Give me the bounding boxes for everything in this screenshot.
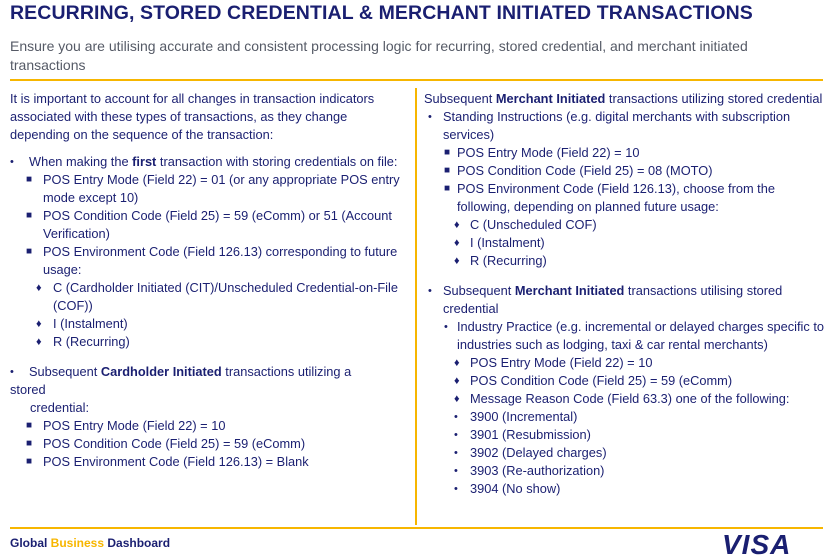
list-item-text: POS Environment Code (Field 126.13) = Blank (43, 454, 309, 469)
intro-text: It is important to account for all changes in transaction indicators associated with these types of transactions, as they change depending on the sequence of the transaction: (10, 91, 375, 142)
list-item (424, 234, 826, 252)
diamond-bullet-icon: ♦ (36, 282, 42, 294)
cit-cont-credential: credential: (30, 400, 90, 415)
list-item-text: 3903 (Re-authorization) (470, 463, 605, 478)
list-item-text: Industry Practice (e.g. incremental or delayed charges specific to industries such as lodging, taxi & car rental merchants) (457, 319, 825, 352)
list-item (424, 180, 826, 216)
mit-industry-section-bullet (424, 282, 826, 318)
bullet-icon: • (10, 156, 14, 168)
square-bullet-icon: ■ (444, 183, 451, 194)
square-bullet-icon: ■ (26, 456, 33, 467)
square-bullet-icon: ■ (26, 174, 33, 185)
list-item (10, 279, 408, 315)
list-item (424, 354, 826, 372)
list-item-text: 3904 (No show) (470, 481, 561, 496)
diamond-bullet-icon: ♦ (454, 237, 460, 249)
list-item-text: POS Condition Code (Field 25) = 59 (eComm) or 51 (Account Verification) (43, 208, 392, 241)
cit-cont-stored: stored (10, 382, 46, 397)
list-item (424, 390, 826, 408)
list-item-text: POS Entry Mode (Field 22) = 10 (43, 418, 226, 433)
first-bold: first (132, 154, 157, 169)
list-item (10, 207, 408, 243)
list-item-text: Standing Instructions (e.g. digital merchants with subscription services) (443, 109, 791, 142)
square-bullet-icon: ■ (26, 438, 33, 449)
bullet-icon: • (428, 111, 432, 123)
first-post: transaction with storing credentials on file: (156, 154, 398, 169)
square-bullet-icon: ■ (444, 147, 451, 158)
list-item (10, 171, 408, 207)
list-item-text: POS Entry Mode (Field 22) = 10 (457, 145, 640, 160)
list-item (424, 252, 826, 270)
bullet-icon: • (454, 465, 458, 477)
standing-instructions-bullet (424, 108, 826, 144)
bullet-icon: • (454, 429, 458, 441)
first-transaction-bullet (10, 153, 408, 171)
bullet-icon: • (444, 321, 448, 333)
list-item (424, 162, 826, 180)
top-divider-rule (10, 79, 823, 81)
page-title: RECURRING, STORED CREDENTIAL & MERCHANT INITIATED TRANSACTIONS (10, 2, 753, 24)
bullet-icon: • (454, 411, 458, 423)
diamond-bullet-icon: ♦ (36, 336, 42, 348)
mit-section-heading (424, 90, 826, 108)
bottom-divider-rule (10, 527, 823, 529)
mit2-bold: Merchant Initiated (514, 283, 625, 298)
list-item-text: R (Recurring) (470, 253, 547, 268)
list-item-text: POS Condition Code (Field 25) = 08 (MOTO) (457, 163, 713, 178)
square-bullet-icon: ■ (26, 210, 33, 221)
bullet-icon: • (428, 285, 432, 297)
square-bullet-icon: ■ (26, 246, 33, 257)
left-column (10, 90, 408, 471)
subsequent-cit-bullet (10, 363, 408, 381)
footer-part-b: Business (50, 536, 105, 550)
list-item-text: 3902 (Delayed charges) (470, 445, 607, 460)
list-item (10, 417, 408, 435)
bullet-icon: • (454, 447, 458, 459)
cit-pre: Subsequent (29, 364, 101, 379)
list-item (424, 444, 826, 462)
footer-label (10, 536, 170, 550)
diamond-bullet-icon: ♦ (454, 375, 460, 387)
diamond-bullet-icon: ♦ (36, 318, 42, 330)
list-item (424, 408, 826, 426)
list-item-text: POS Entry Mode (Field 22) = 10 (470, 355, 653, 370)
list-item-text: 3900 (Incremental) (470, 409, 578, 424)
list-item-text: R (Recurring) (53, 334, 130, 349)
list-item (10, 453, 408, 471)
list-item (424, 144, 826, 162)
bullet-icon: • (10, 366, 14, 378)
first-pre: When making the (29, 154, 133, 169)
column-divider (415, 88, 417, 525)
mit1-pre: Subsequent (424, 91, 496, 106)
list-item (10, 243, 408, 279)
list-item-text: Message Reason Code (Field 63.3) one of the following: (470, 391, 790, 406)
diamond-bullet-icon: ♦ (454, 219, 460, 231)
square-bullet-icon: ■ (26, 420, 33, 431)
list-item-text: POS Environment Code (Field 126.13), choose from the following, depending on planned future usage: (457, 181, 775, 214)
list-item-text: I (Instalment) (470, 235, 545, 250)
bullet-icon: • (454, 483, 458, 495)
footer-part-a: Global (10, 536, 51, 550)
list-item-text: C (Unscheduled COF) (470, 217, 597, 232)
list-item (10, 333, 408, 351)
diamond-bullet-icon: ♦ (454, 393, 460, 405)
list-item (424, 480, 826, 498)
list-item-text: I (Instalment) (53, 316, 128, 331)
list-item (424, 216, 826, 234)
cit-bold: Cardholder Initiated (100, 364, 222, 379)
square-bullet-icon: ■ (444, 165, 451, 176)
list-item-text: POS Condition Code (Field 25) = 59 (eComm) (43, 436, 306, 451)
list-item (10, 435, 408, 453)
cit-post: transactions utilizing a (221, 364, 352, 379)
list-item (10, 315, 408, 333)
mit2-pre: Subsequent (443, 283, 515, 298)
list-item-text: 3901 (Resubmission) (470, 427, 591, 442)
page-subtitle: Ensure you are utilising accurate and consistent processing logic for recurring, stored credential, and merchant initiated transactions (10, 38, 748, 73)
list-item-text: POS Entry Mode (Field 22) = 01 (or any appropriate POS entry mode except 10) (43, 172, 400, 205)
right-column (424, 90, 826, 498)
list-item (424, 372, 826, 390)
diamond-bullet-icon: ♦ (454, 357, 460, 369)
mit2-post: transactions utilising stored credential (443, 283, 783, 316)
diamond-bullet-icon: ♦ (454, 255, 460, 267)
list-item-text: POS Environment Code (Field 126.13) corresponding to future usage: (43, 244, 398, 277)
industry-practice-bullet (424, 318, 826, 354)
list-item-text: C (Cardholder Initiated (CIT)/Unscheduled Credential-on-File (COF)) (53, 280, 398, 313)
list-item (424, 426, 826, 444)
visa-logo: VISA (722, 529, 792, 560)
list-item (424, 462, 826, 480)
footer-part-c: Dashboard (104, 536, 171, 550)
list-item-text: POS Condition Code (Field 25) = 59 (eComm) (470, 373, 733, 388)
mit1-post: transactions utilizing stored credential (605, 91, 823, 106)
mit1-bold: Merchant Initiated (495, 91, 606, 106)
